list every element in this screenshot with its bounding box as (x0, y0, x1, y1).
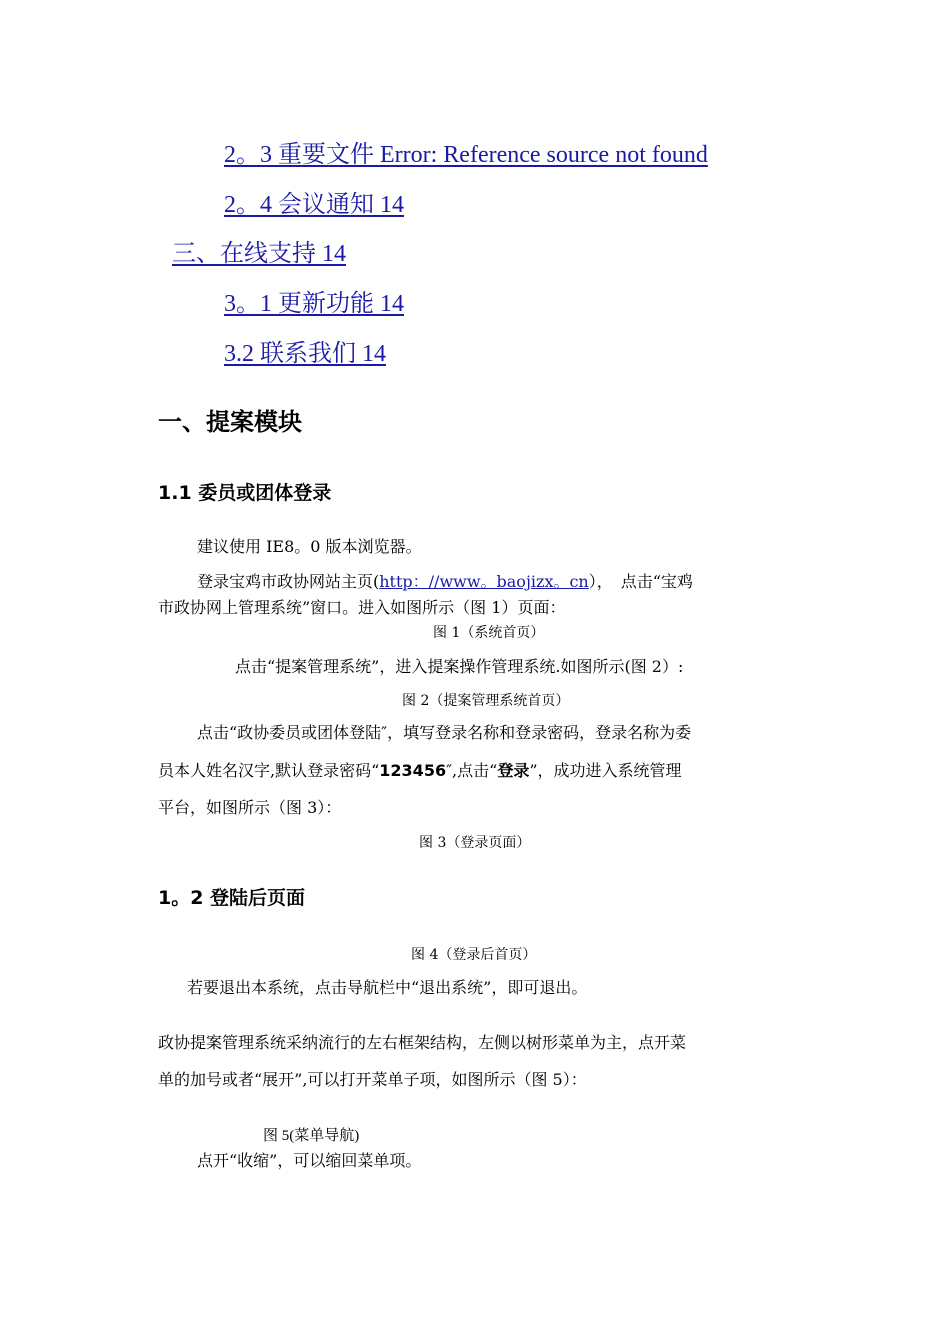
toc-link-2-4[interactable]: 2。4 会议通知 14 (224, 192, 404, 218)
toc-link-3[interactable]: 三、在线支持 14 (172, 241, 346, 267)
paragraph-collapse: 点开“收缩”，可以缩回菜单项。 (197, 1151, 422, 1170)
paragraph-logout: 若要退出本系统，点击导航栏中“退出系统”，即可退出。 (187, 978, 588, 997)
subsection-heading-1-1: 1.1 委员或团体登录 (158, 482, 332, 504)
paragraph-member-line3: 平台，如图所示（图 3）： (158, 798, 342, 817)
paragraph-text: 登录宝鸡市政协网站主页( (197, 572, 380, 591)
paragraph-frame-line1: 政协提案管理系统采纳流行的左右框架结构，左侧以树形菜单为主，点开菜 (158, 1033, 687, 1052)
paragraph-text: 员本人姓名汉字,默认登录密码“ (158, 761, 380, 780)
subsection-heading-1-2: 1。2 登陆后页面 (158, 887, 306, 909)
paragraph-click-mgmt: 点击“提案管理系统”，进入提案操作管理系统.如图所示(图 2）: (235, 657, 684, 676)
figure-caption-4: 图 4（登录后首页） (411, 947, 537, 963)
figure-caption-1: 图 1（系统首页） (433, 625, 545, 641)
section-heading-proposal-module: 一、提案模块 (158, 408, 302, 436)
figure-caption-2: 图 2（提案管理系统首页） (402, 693, 570, 709)
paragraph-login-line1 (197, 571, 693, 593)
site-link[interactable]: http：//www。baojizx。cn (379, 572, 589, 591)
figure-caption-3: 图 3（登录页面） (419, 835, 531, 851)
default-password: 123456 (379, 761, 447, 780)
paragraph-text: ）， 点击“宝鸡 (588, 572, 693, 591)
figure-caption-5: 图 5(菜单导航) (263, 1128, 360, 1144)
toc-link-2-3[interactable]: 2。3 重要文件 Error: Reference source not found (224, 142, 708, 168)
paragraph-text: ″,点击“ (446, 761, 498, 780)
paragraph-member-line2 (158, 760, 682, 782)
paragraph-frame-line2: 单的加号或者“展开”,可以打开菜单子项，如图所示（图 5）： (158, 1070, 587, 1089)
toc-link-3-1[interactable]: 3。1 更新功能 14 (224, 291, 404, 317)
paragraph-text: ”，成功进入系统管理 (529, 761, 682, 780)
login-word: 登录 (497, 761, 530, 780)
toc-link-3-2[interactable]: 3.2 联系我们 14 (224, 341, 386, 367)
paragraph-login-line2: 市政协网上管理系统”窗口。进入如图所示（图 1）页面： (158, 598, 566, 617)
paragraph-member-line1: 点击“政协委员或团体登陆″，填写登录名称和登录密码，登录名称为委 (197, 723, 692, 742)
paragraph-browser: 建议使用 IE8。0 版本浏览器。 (197, 537, 422, 556)
